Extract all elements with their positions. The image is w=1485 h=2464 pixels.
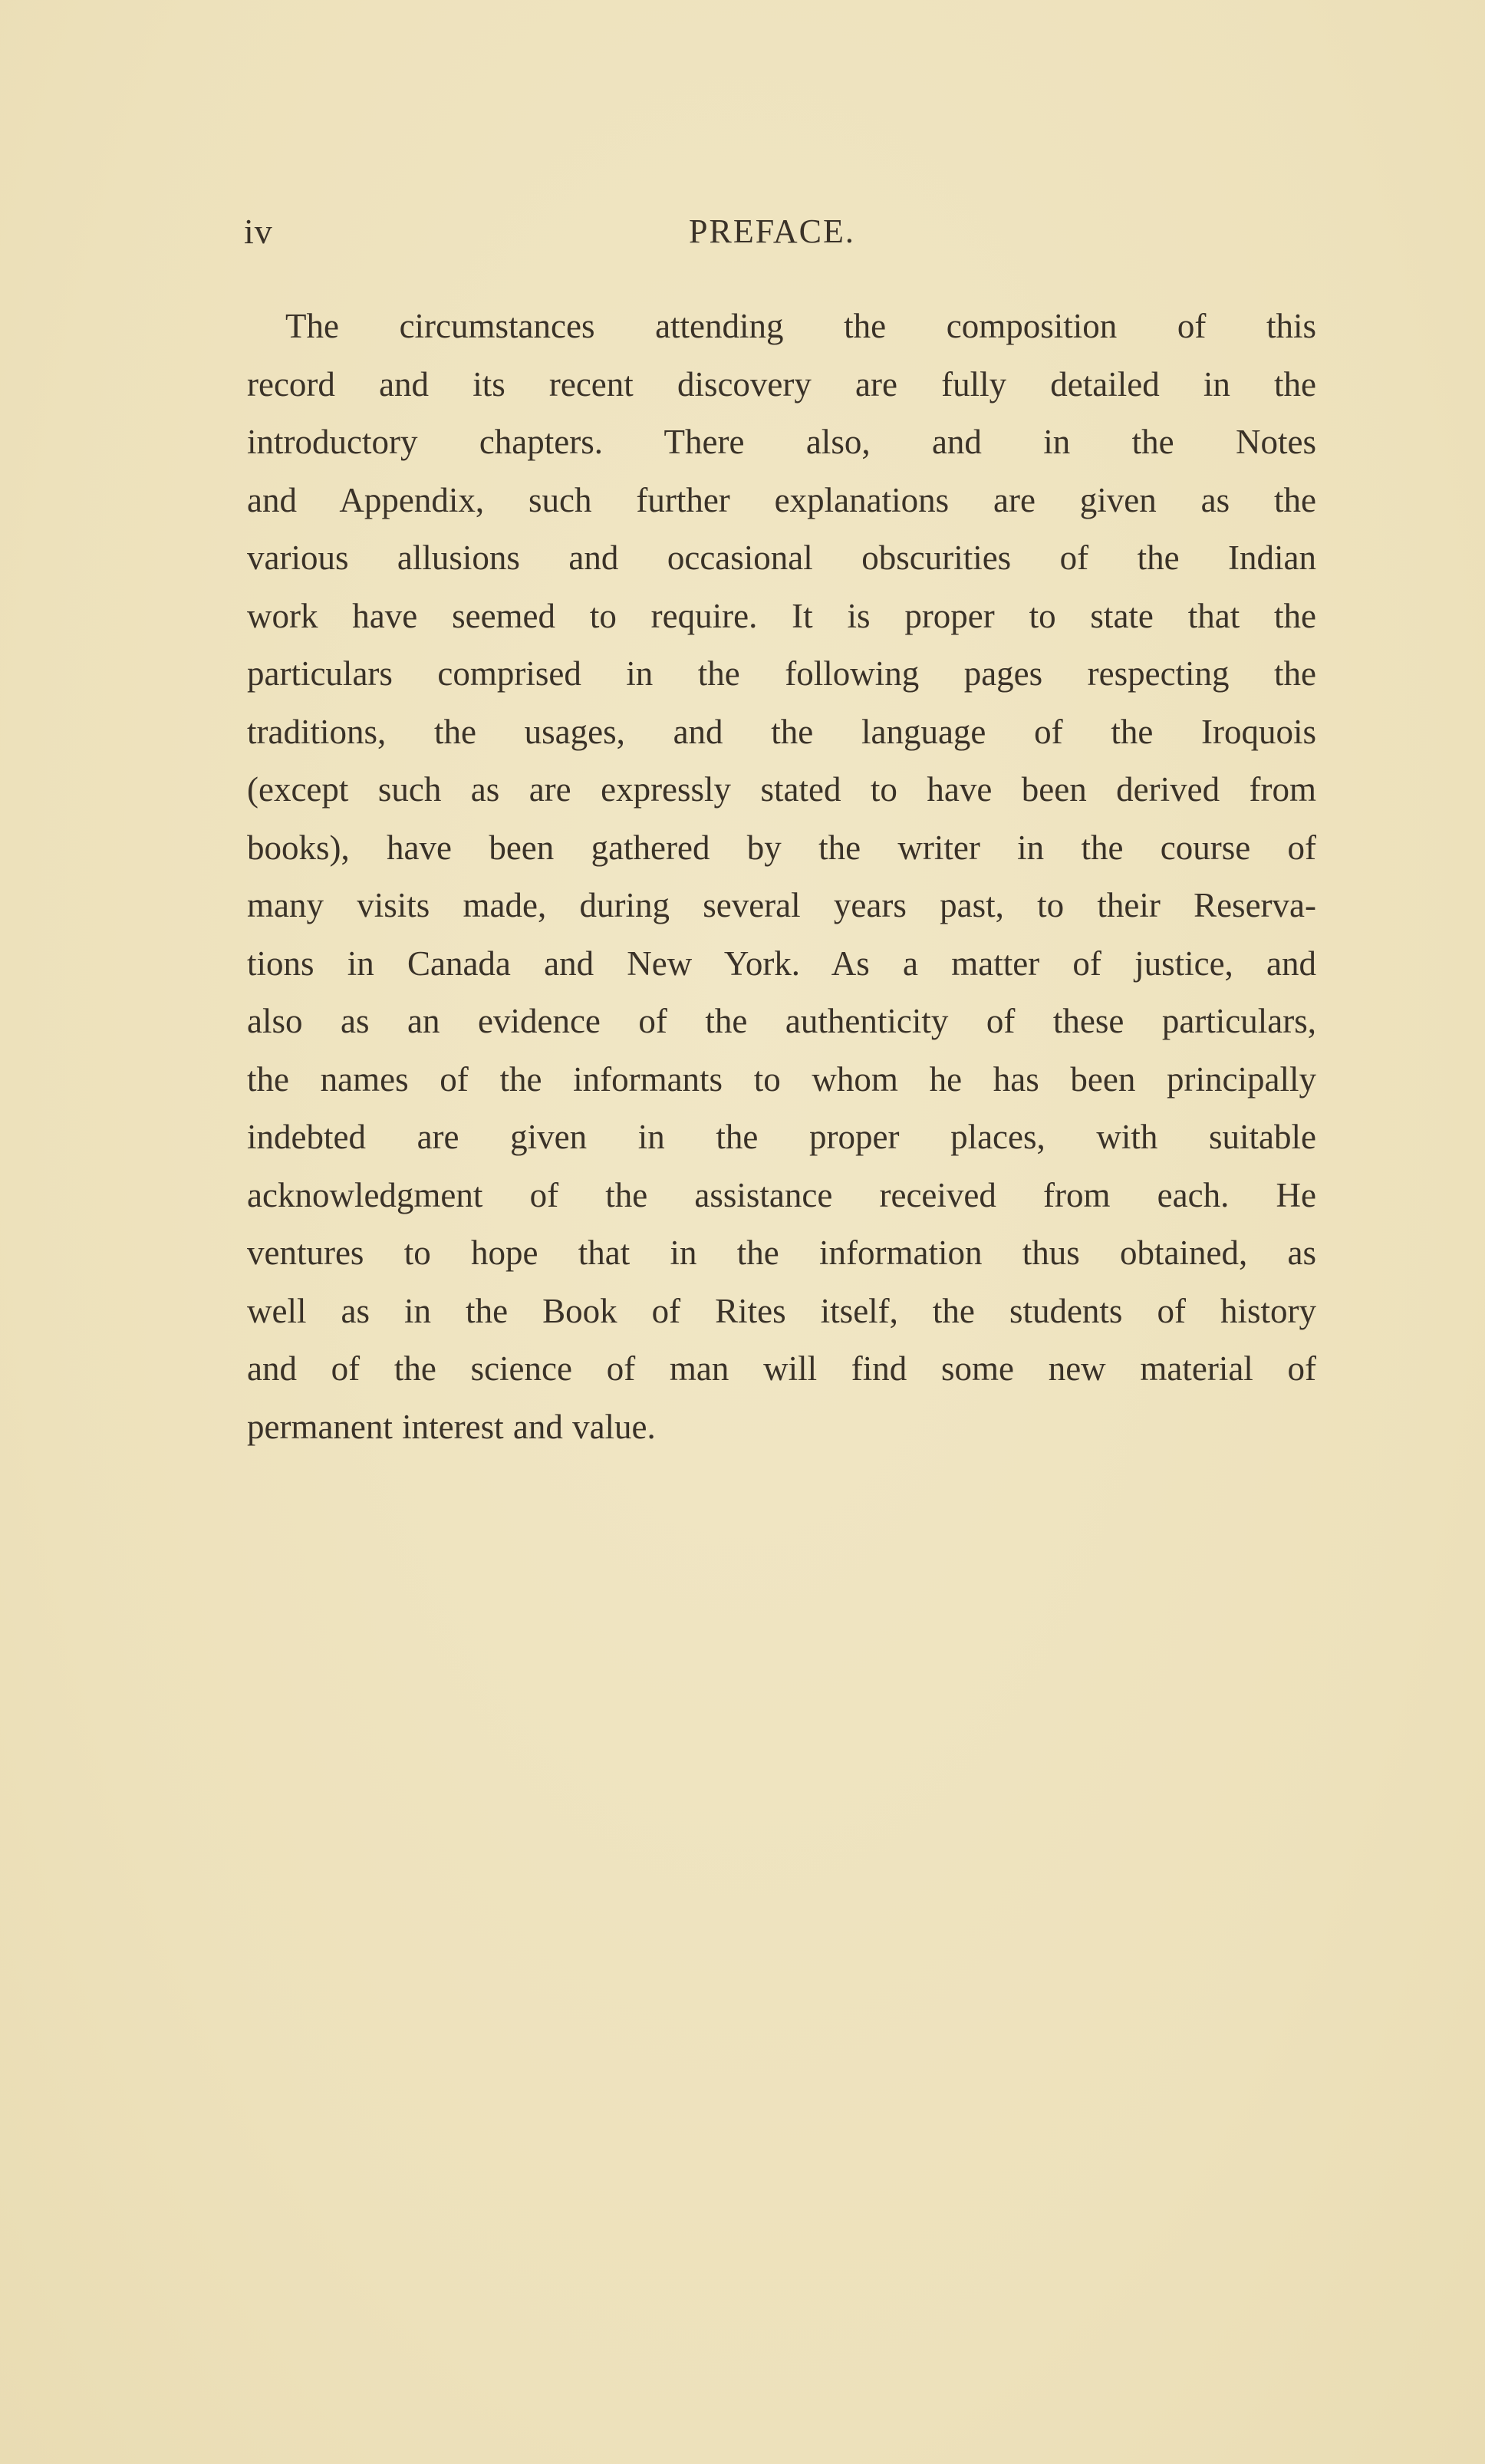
page-heading: PREFACE. — [689, 212, 855, 250]
running-head — [0, 209, 1485, 255]
text-line: indebted are given in the proper places, with suitable — [247, 1118, 1316, 1156]
text-line: acknowledgment of the assistance received from each. He — [247, 1175, 1316, 1214]
text-line: well as in the Book of Rites itself, the students of history — [247, 1291, 1316, 1330]
text-line: introductory chapters. There also, and in the Notes — [247, 423, 1316, 461]
text-line: The circumstances attending the composition of this — [285, 307, 1316, 345]
text-line: work have seemed to require. It is proper to state that the — [247, 596, 1316, 635]
text-line: many visits made, during several years past, to their Reserva- — [247, 886, 1316, 924]
text-line: tions in Canada and New York. As a matter of justice, and — [247, 944, 1316, 983]
text-line: various allusions and occasional obscurities of the Indian — [247, 539, 1316, 577]
page-number: iv — [244, 212, 273, 251]
text-line: traditions, the usages, and the language of the Iroquois — [247, 712, 1316, 751]
text-line: books), have been gathered by the writer in the course of — [247, 828, 1316, 867]
text-line: the names of the informants to whom he has been principally — [247, 1059, 1316, 1099]
text-line: ventures to hope that in the information thus obtained, as — [247, 1234, 1316, 1272]
text-line: record and its recent discovery are fully detailed in the — [247, 364, 1316, 404]
text-line: and of the science of man will find some new material of — [247, 1349, 1316, 1388]
text-line: particulars comprised in the following pages respecting the — [247, 654, 1316, 693]
text-line: also as an evidence of the authenticity of these particulars, — [247, 1002, 1316, 1040]
preface-paragraph — [247, 298, 1316, 1456]
text-line: permanent interest and value. — [247, 1407, 656, 1446]
text-line: (except such as are expressly stated to have been derived from — [247, 770, 1316, 809]
text-line: and Appendix, such further explanations are given as the — [247, 480, 1316, 519]
